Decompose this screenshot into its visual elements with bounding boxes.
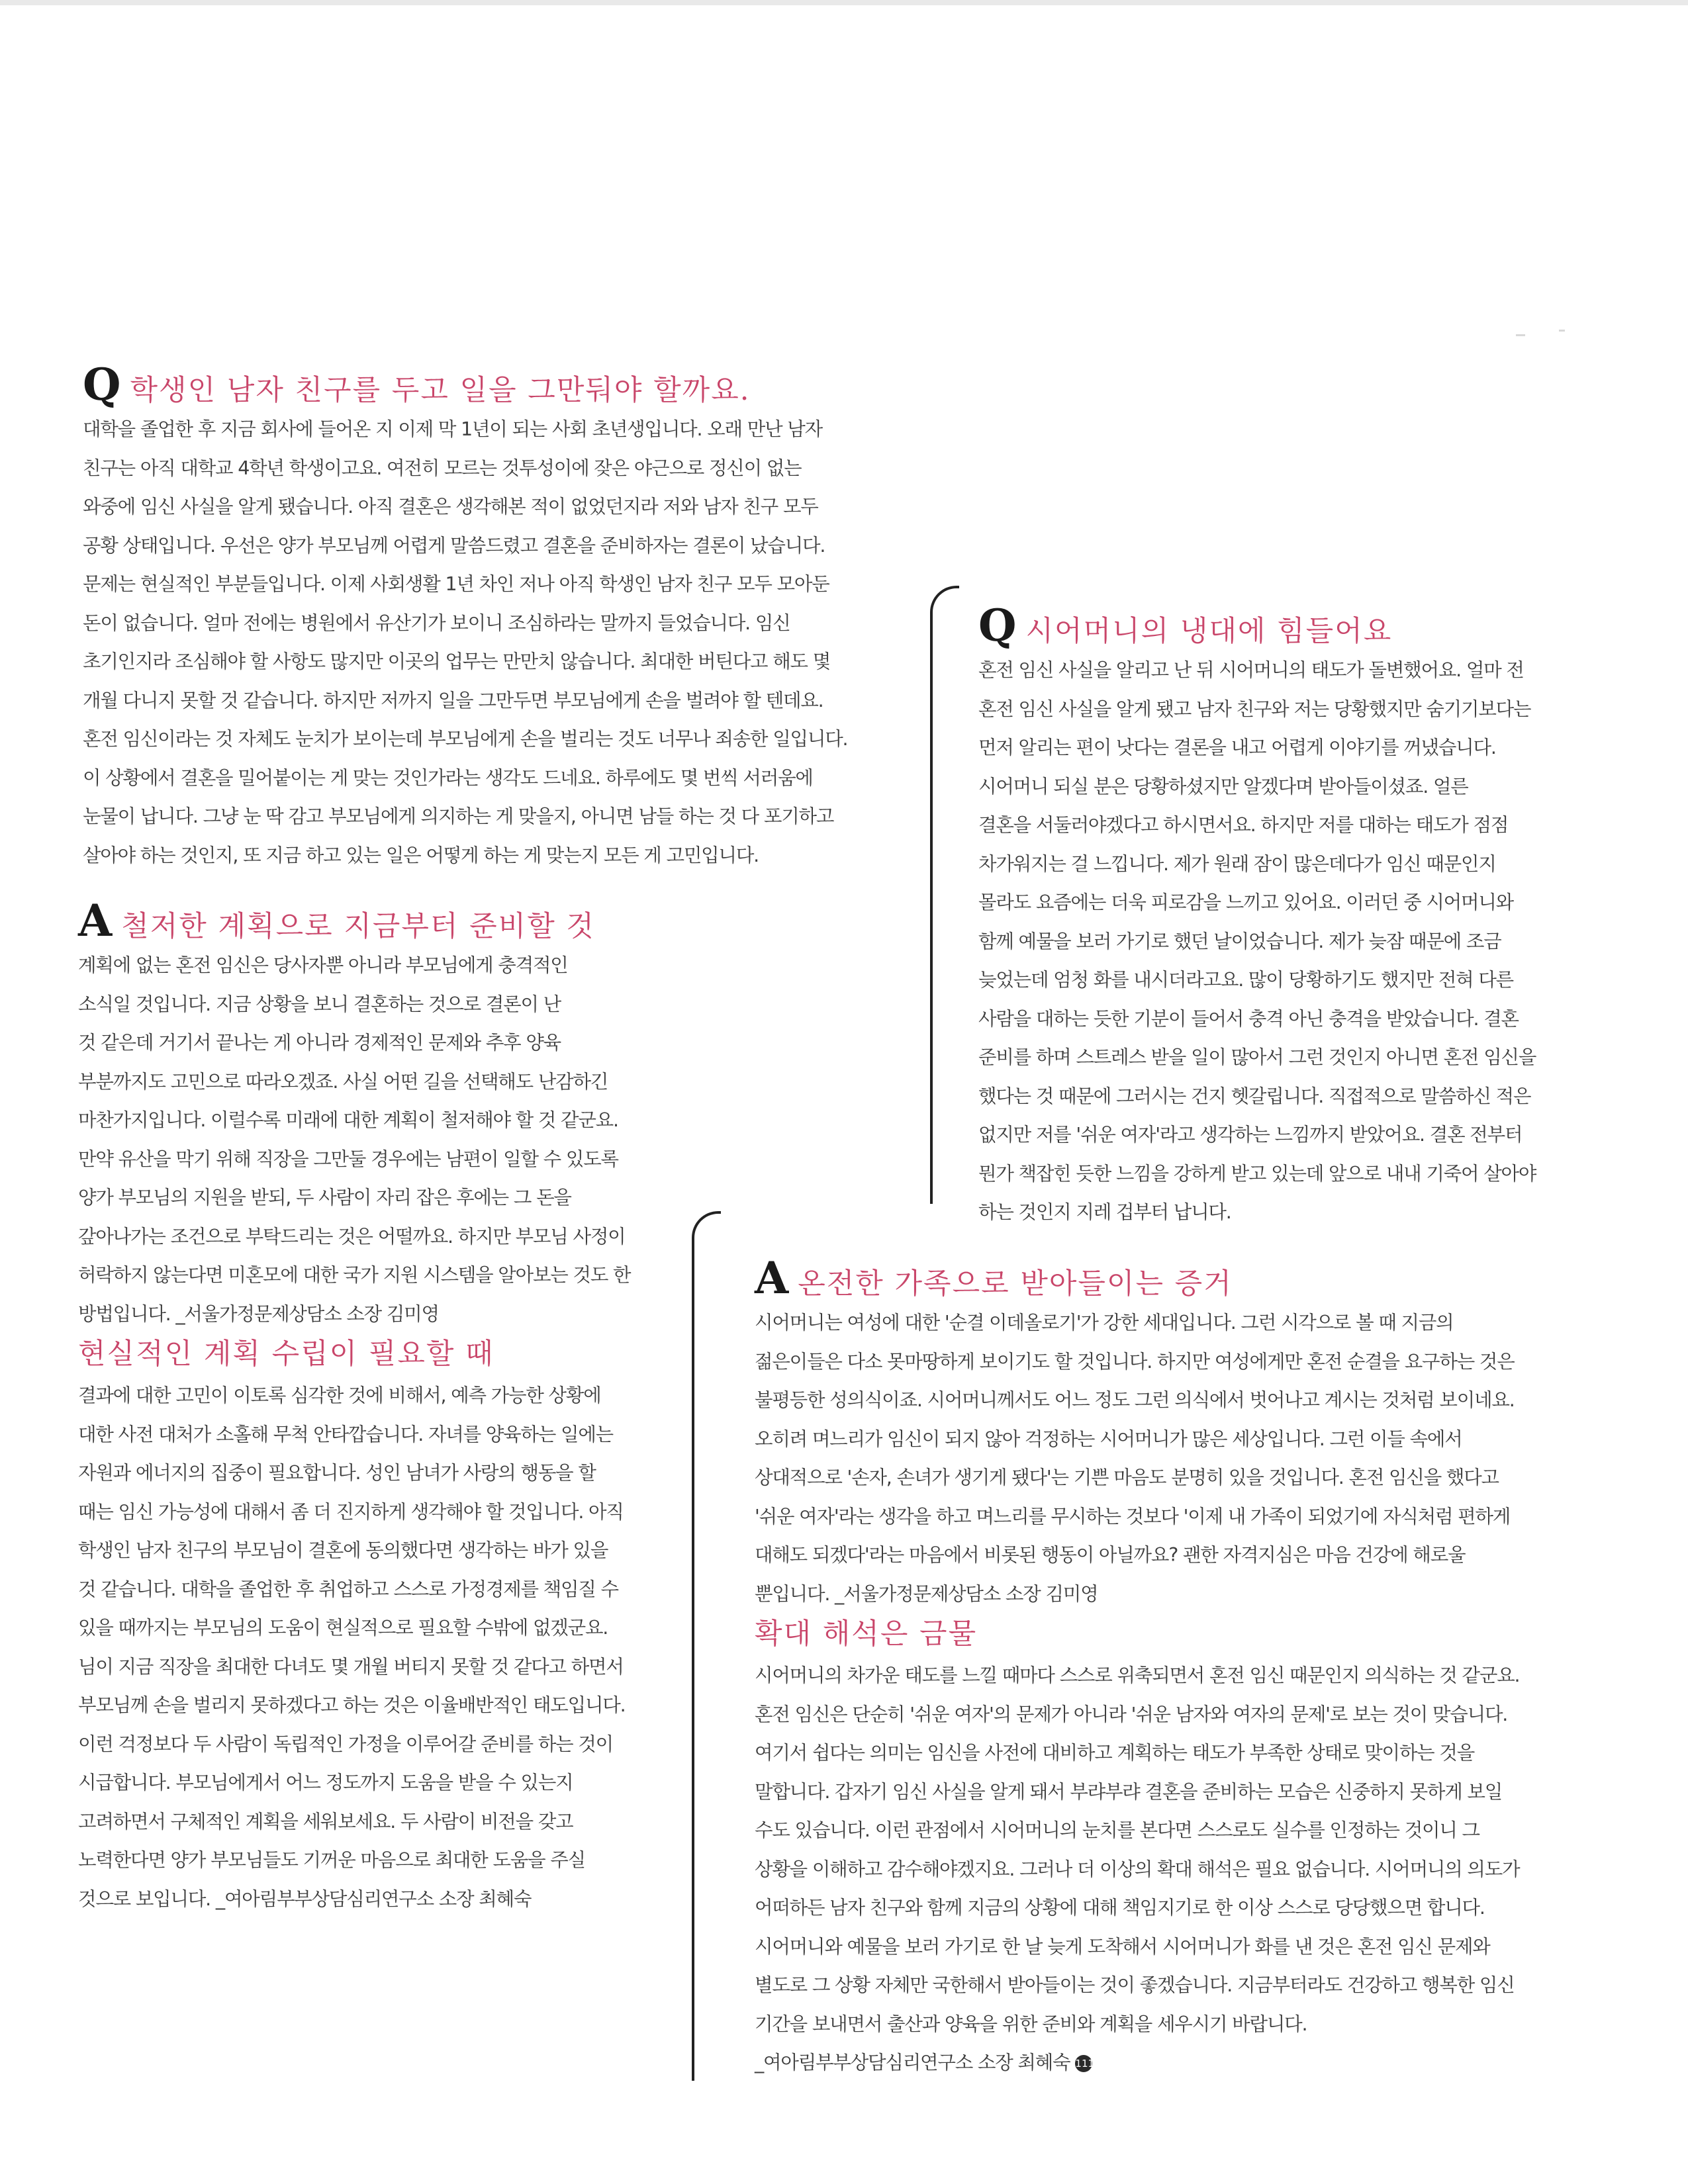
answer-letter: A — [755, 1252, 789, 1304]
answer-2-credit-line — [755, 2044, 1569, 2083]
question-2-title: 시어머니의 냉대에 힘들어요 — [1025, 615, 1393, 648]
answer-1-subtitle: 현실적인 계획 수립이 필요할 때 — [78, 1338, 494, 1371]
answer-2-title: 온전한 가족으로 받아들이는 증거 — [798, 1267, 1233, 1300]
q2-bracket-line — [930, 586, 959, 1204]
answer-1 — [78, 895, 714, 1919]
page-number: 111 — [1075, 2055, 1092, 2072]
question-1-heading — [83, 359, 890, 410]
question-1-title: 학생인 남자 친구를 두고 일을 그만둬야 할까요. — [130, 374, 751, 407]
answer-1-body-2: 결과에 대한 고민이 이토록 심각한 것에 비해서, 예측 가능한 상황에 대한 사전 대처가 소홀해 무척 안타깝습니다. 자녀를 양육하는 일에는 자원과 에너지의 집중이 필요합니다. 성인 남녀가 사랑의 행동을 할 때는 임신 가능성에 대해서 좀 더 진지하게 생각해야 할 것입니다. 아직 학생인 남자 친구의 부모님이 결혼에 동의했다면 생각하는 바가 있을 것 같습니다. 대학을 졸업한 후 취업하고 스스로 가정경제를 책임질 수 있을 때까지는 부모님의 도움이 현실적으로 필요할 수밖에 없겠군요. 님이 지금 직장을 최대한 다녀도 몇 개월 버티지 못할 것 같다고 하면서 부모님께 손을 벌리지 못하겠다고 하는 것은 이율배반적인 태도입니다. 이런 걱정보다 두 사람이 독립적인 가정을 이루어갈 준비를 하는 것이 시급합니다. 부모님에게서 어느 정도까지 도움을 받을 수 있는지 고려하면서 구체적인 계획을 세워보세요. 두 사람이 비전을 갖고 노력한다면 양가 부모님들도 기꺼운 마음으로 최대한 도움을 주실 것으로 보입니다. _여아림부부상담심리연구소 소장 최혜숙 — [78, 1385, 626, 1910]
answer-1-heading — [78, 895, 714, 946]
scan-speck — [1516, 334, 1525, 336]
answer-letter: A — [78, 895, 113, 946]
answer-2-body-2: 시어머니의 차가운 태도를 느낄 때마다 스스로 위축되면서 혼전 임신 때문인지 의식하는 것 같군요. 혼전 임신은 단순히 '쉬운 여자'의 문제가 아니라 '쉬운 남자와 여자의 문제'로 보는 것이 맞습니다. 여기서 쉽다는 의미는 임신을 사전에 대비하고 계획하는 태도가 부족한 상태로 맞이하는 것을 말합니다. 갑자기 임신 사실을 알게 돼서 부랴부랴 결혼을 준비하는 모습은 신중하지 못하게 보일 수도 있습니다. 이런 관점에서 시어머니의 눈치를 본다면 스스로도 실수를 인정하는 것이니 그 상황을 이해하고 감수해야겠지요. 그러나 더 이상의 확대 해석은 필요 없습니다. 시어머니의 의도가 어떠하든 남자 친구와 함께 지금의 상황에 대해 책임지기로 한 이상 스스로 당당했으면 합니다. 시어머니와 예물을 보러 가기로 한 날 늦게 도착해서 시어머니가 화를 낸 것은 혼전 임신 문제와 별도로 그 상황 자체만 국한해서 받아들이는 것이 좋겠습니다. 지금부터라도 건강하고 행복한 임신 기간을 보내면서 출산과 양육을 위한 준비와 계획을 세우시기 바랍니다. — [755, 1664, 1520, 2035]
answer-1-body: 계획에 없는 혼전 임신은 당사자뿐 아니라 부모님에게 충격적인 소식일 것입니다. 지금 상황을 보니 결혼하는 것으로 결론이 난 것 같은데 거기서 끝나는 게 아니라 경제적인 문제와 추후 양육 부분까지도 고민으로 따라오겠죠. 사실 어떤 길을 선택해도 난감하긴 마찬가지입니다. 이럴수록 미래에 대한 계획이 철저해야 할 것 같군요. 만약 유산을 막기 위해 직장을 그만둘 경우에는 남편이 일할 수 있도록 양가 부모님의 지원을 받되, 두 사람이 자리 잡은 후에는 그 돈을 갚아나가는 조건으로 부탁드리는 것은 어떨까요. 하지만 부모님 사정이 허락하지 않는다면 미혼모에 대한 국가 지원 시스템을 알아보는 것도 한 방법입니다. _서울가정문제상담소 소장 김미영 — [78, 954, 631, 1325]
question-letter: Q — [978, 600, 1017, 651]
question-2 — [978, 600, 1574, 1232]
question-1 — [83, 359, 890, 875]
answer-1-title: 철저한 계획으로 지금부터 준비할 것 — [121, 910, 595, 943]
question-2-body: 혼전 임신 사실을 알리고 난 뒤 시어머니의 태도가 돌변했어요. 얼마 전 혼전 임신 사실을 알게 됐고 남자 친구와 저는 당황했지만 숨기기보다는 먼저 알리는 편이 낫다는 결론을 내고 어렵게 이야기를 꺼냈습니다. 시어머니 되실 분은 당황하셨지만 알겠다며 받아들이셨죠. 얼른 결혼을 서둘러야겠다고 하시면서요. 하지만 저를 대하는 태도가 점점 차가워지는 걸 느낍니다. 제가 원래 잠이 많은데다가 임신 때문인지 몰라도 요즘에는 더욱 피로감을 느끼고 있어요. 이러던 중 시어머니와 함께 예물을 보러 가기로 했던 날이었습니다. 제가 늦잠 때문에 조금 늦었는데 엄청 화를 내시더라고요. 많이 당황하기도 했지만 전혀 다른 사람을 대하는 듯한 기분이 들어서 충격 아닌 충격을 받았습니다. 결혼 준비를 하며 스트레스 받을 일이 많아서 그런 것인지 아니면 혼전 임신을 했다는 것 때문에 그러시는 건지 헷갈립니다. 직접적으로 말씀하신 적은 없지만 저를 '쉬운 여자'라고 생각하는 느낌까지 받았어요. 결혼 전부터 뭔가 책잡힌 듯한 느낌을 강하게 받고 있는데 앞으로 내내 기죽어 살아야 하는 것인지 지레 겁부터 납니다. — [978, 659, 1536, 1223]
question-letter: Q — [83, 359, 121, 410]
answer-2-credit: _여아림부부상담심리연구소 소장 최혜숙 — [755, 2052, 1070, 2073]
scan-edge — [0, 0, 1688, 5]
answer-2-body: 시어머니는 여성에 대한 '순결 이데올로기'가 강한 세대입니다. 그런 시각으로 볼 때 지금의 젊은이들은 다소 못마땅하게 보이기도 할 것입니다. 하지만 여성에게만 혼전 순결을 요구하는 것은 불평등한 성의식이죠. 시어머니께서도 어느 정도 그런 의식에서 벗어나고 계시는 것처럼 보이네요. 오히려 며느리가 임신이 되지 않아 걱정하는 시어머니가 많은 세상입니다. 그런 이들 속에서 상대적으로 '손자, 손녀가 생기게 됐다'는 기쁜 마음도 분명히 있을 것입니다. 혼전 임신을 했다고 '쉬운 여자'라는 생각을 하고 며느리를 무시하는 것보다 '이제 내 가족이 되었기에 자식처럼 편하게 대해도 되겠다'라는 마음에서 비롯된 행동이 아닐까요? 괜한 자격지심은 마음 건강에 해로울 뿐입니다. _서울가정문제상담소 소장 김미영 — [755, 1312, 1515, 1605]
question-2-heading — [978, 600, 1574, 651]
answer-2-subtitle: 확대 해석은 금물 — [755, 1617, 978, 1651]
question-1-body: 대학을 졸업한 후 지금 회사에 들어온 지 이제 막 1년이 되는 사회 초년생입니다. 오래 만난 남자 친구는 아직 대학교 4학년 학생이고요. 여전히 모르는 것투성이에 잦은 야근으로 정신이 없는 와중에 임신 사실을 알게 됐습니다. 아직 결혼은 생각해본 적이 없었던지라 저와 남자 친구 모두 공황 상태입니다. 우선은 양가 부모님께 어렵게 말씀드렸고 결혼을 준비하자는 결론이 났습니다. 문제는 현실적인 부분들입니다. 이제 사회생활 1년 차인 저나 아직 학생인 남자 친구 모두 모아둔 돈이 없습니다. 얼마 전에는 병원에서 유산기가 보이니 조심하라는 말까지 들었습니다. 임신 초기인지라 조심해야 할 사항도 많지만 이곳의 업무는 만만치 않습니다. 최대한 버틴다고 해도 몇 개월 다니지 못할 것 같습니다. 하지만 저까지 일을 그만두면 부모님에게 손을 벌려야 할 텐데요. 혼전 임신이라는 것 자체도 눈치가 보이는데 부모님에게 손을 벌리는 것도 너무나 죄송한 일입니다. 이 상황에서 결혼을 밀어붙이는 게 맞는 것인가라는 생각도 드네요. 하루에도 몇 번씩 서러움에 눈물이 납니다. 그냥 눈 딱 감고 부모님에게 의지하는 게 맞을지, 아니면 남들 하는 것 다 포기하고 살아야 하는 것인지, 또 지금 하고 있는 일은 어떻게 하는 게 맞는지 모든 게 고민입니다. — [83, 418, 848, 866]
answer-2 — [755, 1252, 1569, 2083]
answer-2-heading — [755, 1252, 1569, 1304]
scan-speck — [1559, 330, 1565, 332]
